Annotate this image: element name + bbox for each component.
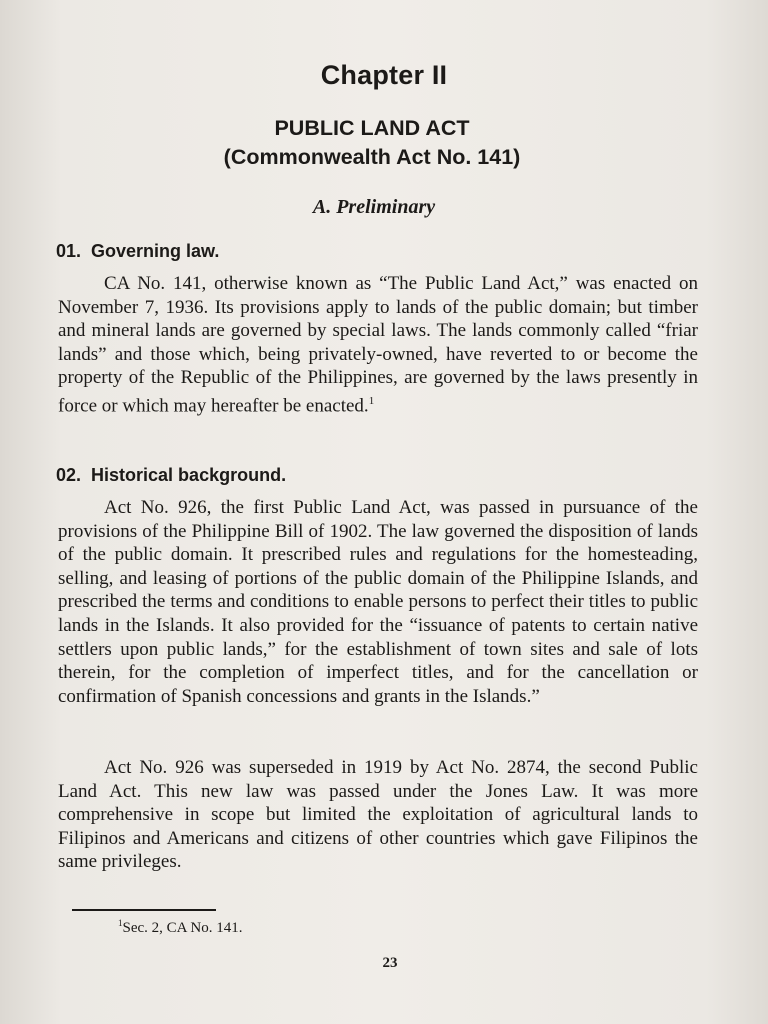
page-number: 23	[382, 955, 398, 971]
paragraph-historical-2: Act No. 926 was superseded in 1919 by Act No. 2874, the second Public Land Act. This new law was passed under the Jones Law. It was more comprehensive in scope but limited the exploitation of agricultural lands to Filipinos and Americans and citizens of other countries which gave Filipinos the same privileges.	[58, 757, 698, 873]
section-number: 01.	[56, 241, 82, 261]
section-heading-01	[56, 241, 219, 262]
footnote-divider	[72, 909, 216, 911]
section-number: 02.	[56, 465, 82, 485]
act-title	[0, 114, 744, 172]
section-heading-text: Historical background.	[91, 465, 287, 485]
footnote-marker: 1	[118, 918, 123, 928]
paragraph-text: CA No. 141, otherwise known as “The Public Land Act,” was enacted on November 7, 1936. Its provisions apply to lands of the public domain; but timber and mineral lands are governed by special laws. The lands commonly called “friar lands” and those which, being privately-owned, have reverted to or become the property of the Republic of the Philippines, are governed by the laws presently in force or which may hereafter be enacted.	[58, 273, 698, 417]
footnote	[118, 918, 243, 937]
section-heading-text: Governing law.	[91, 241, 220, 261]
act-title-line-2: (Commonwealth Act No. 141)	[223, 145, 521, 169]
section-title: A. Preliminary	[312, 196, 436, 218]
section-heading-02	[56, 465, 286, 486]
footnote-reference: 1	[368, 394, 375, 407]
paragraph-governing-law	[58, 272, 698, 418]
footnote-text: Sec. 2, CA No. 141.	[122, 920, 243, 936]
chapter-title: Chapter II	[320, 60, 448, 90]
act-title-line-1: PUBLIC LAND ACT	[274, 116, 470, 140]
paragraph-historical-1: Act No. 926, the first Public Land Act, was passed in pursuance of the provisions of the Philippine Bill of 1902. The law governed the disposition of lands of the public domain. It prescribed rules and regulations for the homesteading, selling, and leasing of portions of the public domain of the Philippine Islands, and prescribed the terms and conditions to enable persons to perfect their titles to public lands in the Islands. It also provided for the “issuance of patents to certain native settlers upon public lands,” for the establishment of town sites and sale of lots therein, for the completion of imperfect titles, and for the cancellation or confirmation of Spanish concessions and grants in the Islands.”	[58, 497, 698, 707]
